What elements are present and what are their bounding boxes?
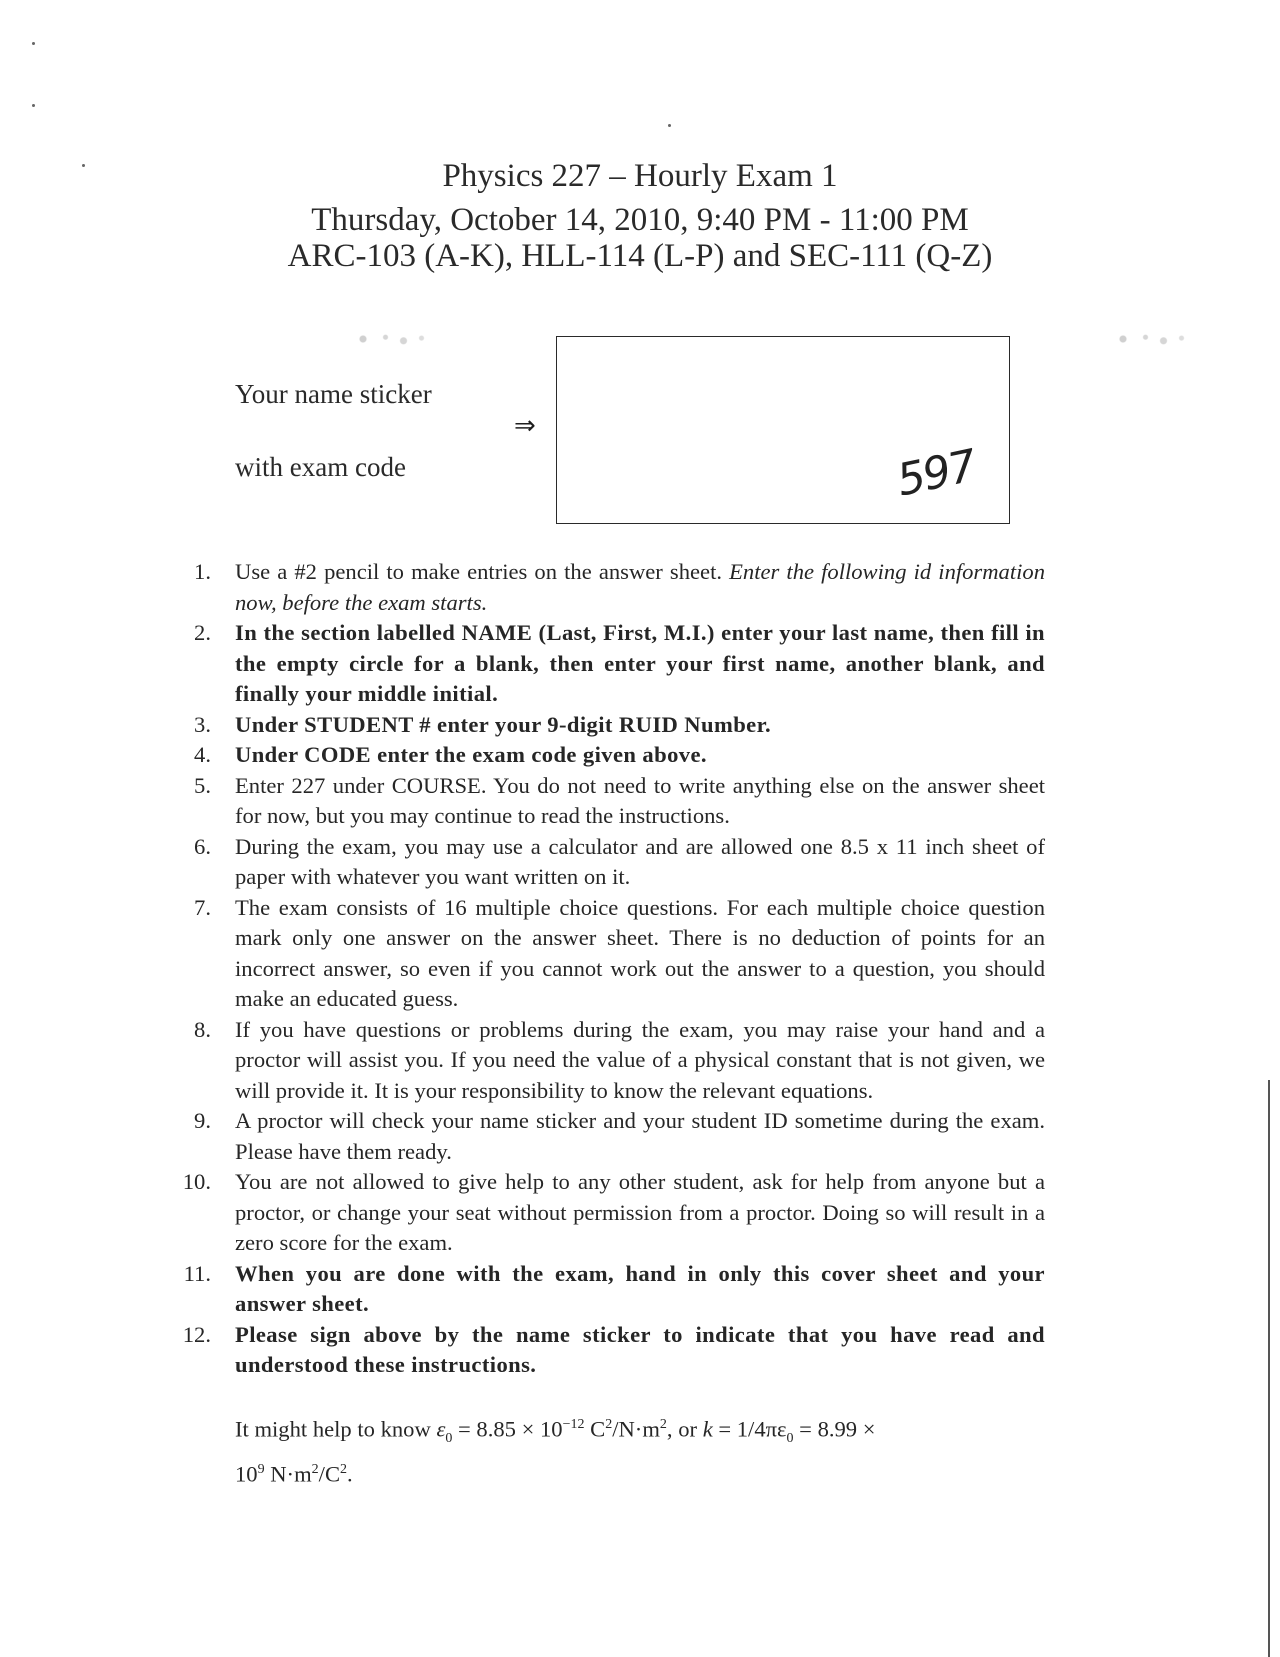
item-text: Under CODE enter the exam code given above. — [235, 742, 707, 767]
epsilon-unit-b: /N·m — [612, 1416, 660, 1442]
list-item — [175, 893, 1045, 1015]
item-number: 9. — [194, 1108, 211, 1133]
epsilon-exponent: −12 — [562, 1417, 585, 1432]
item-text: When you are done with the exam, hand in only this cover sheet and your answer sheet. — [235, 1260, 1045, 1316]
item-text: In the section labelled NAME (Last, First, M.I.) enter your last name, then fill in the empty circle for a blank, then enter your first name, another blank, and finally your middle initial. — [235, 620, 1045, 706]
epsilon-unit-b-exponent: 2 — [659, 1417, 667, 1432]
note-mid: , or — [666, 1416, 703, 1442]
scan-speck — [82, 164, 85, 167]
list-item — [175, 740, 1045, 771]
note-prefix: It might help to know — [235, 1416, 437, 1442]
item-text: Under STUDENT # enter your 9-digit RUID Number. — [235, 711, 771, 737]
item-number: 2. — [194, 620, 211, 645]
item-number: 5. — [194, 772, 211, 798]
instructions-list — [175, 557, 1045, 1381]
item-text: If you have questions or problems during the exam, you may raise your hand and a proctor will assist you. If you need the value of a physical constant that is not given, we will provide it. It is your responsibility to know the relevant equations. — [235, 1016, 1045, 1103]
right-arrow-icon: ⇒ — [514, 411, 536, 441]
item-number: 7. — [194, 894, 211, 920]
item-text-plain: Use a #2 pencil to make entries on the answer sheet. — [235, 559, 723, 584]
item-text — [235, 557, 1045, 618]
k-equation: = 1/4πε — [712, 1416, 787, 1442]
list-item — [175, 557, 1045, 618]
k-subscript: 0 — [786, 1431, 794, 1447]
list-item — [175, 1167, 1045, 1259]
scan-edge-line — [1268, 1080, 1270, 1657]
list-item — [175, 832, 1045, 893]
list-item — [175, 1320, 1045, 1381]
item-text: Please sign above by the name sticker to indicate that you have read and understood these instructions. — [235, 1321, 1045, 1377]
list-item — [175, 710, 1045, 741]
list-item — [175, 1106, 1045, 1167]
epsilon-unit-a-exponent: 2 — [605, 1417, 613, 1432]
item-number: 1. — [194, 559, 211, 584]
k-unit-b: /C — [318, 1461, 341, 1487]
k-mantissa: 10 — [235, 1461, 258, 1487]
epsilon-value: = 8.85 × 10 — [452, 1416, 563, 1442]
item-text: You are not allowed to give help to any other student, ask for help from anyone but a proctor, or change your seat without permission from a proctor. Doing so will result in a zero score for the exam. — [235, 1169, 1045, 1255]
item-number: 11. — [183, 1260, 211, 1286]
sticker-label-line2: with exam code — [235, 452, 406, 482]
k-unit-b-exponent: 2 — [340, 1461, 348, 1477]
item-number: 3. — [194, 711, 211, 737]
scan-speck — [668, 124, 671, 127]
k-unit-a-exponent: 2 — [311, 1461, 319, 1477]
item-number: 8. — [194, 1016, 211, 1042]
scan-smudge — [1105, 330, 1195, 348]
k-exponent: 9 — [257, 1461, 265, 1477]
item-text: A proctor will check your name sticker and your student ID sometime during the exam. Please have them ready. — [235, 1108, 1045, 1164]
item-number: 4. — [194, 742, 211, 767]
exam-title: Physics 227 – Hourly Exam 1 — [442, 158, 838, 194]
item-text: The exam consists of 16 multiple choice questions. For each multiple choice question mark only one answer on the answer sheet. There is no deduction of points for an incorrect answer, so even if you cannot work out the answer to a question, you should make an educated guess. — [235, 894, 1045, 1011]
k-value: = 8.99 × — [793, 1416, 876, 1442]
item-number: 10. — [182, 1169, 211, 1194]
scan-speck — [32, 42, 35, 45]
exam-date-time: Thursday, October 14, 2010, 9:40 PM - 11:00 PM — [311, 202, 969, 238]
note-end: . — [347, 1461, 353, 1487]
list-item — [175, 1259, 1045, 1320]
sticker-label-line1: Your name sticker — [235, 379, 432, 409]
item-number: 12. — [182, 1321, 211, 1347]
item-text: During the exam, you may use a calculator and are allowed one 8.5 x 11 inch sheet of paper with whatever you want written on it. — [235, 833, 1045, 889]
physical-constants-note — [235, 1410, 1043, 1490]
name-sticker-box — [556, 336, 1010, 524]
list-item — [175, 618, 1045, 710]
scan-speck — [32, 104, 35, 107]
handwritten-exam-code: 597 — [892, 440, 980, 507]
exam-rooms: ARC-103 (A-K), HLL-114 (L-P) and SEC-111 (Q-Z) — [287, 238, 993, 274]
epsilon-subscript: 0 — [445, 1431, 453, 1447]
k-symbol: k — [702, 1416, 713, 1442]
item-text: Enter 227 under COURSE. You do not need to write anything else on the answer sheet for now, but you may continue to read the instructions. — [235, 772, 1045, 828]
scan-smudge — [345, 330, 435, 348]
list-item — [175, 1015, 1045, 1107]
item-text-italic: Enter the following id information now, before the exam starts. — [235, 559, 1045, 615]
item-number: 6. — [194, 833, 211, 859]
k-unit-a: N·m — [264, 1461, 312, 1487]
list-item — [175, 771, 1045, 832]
epsilon-unit-a: C — [584, 1416, 606, 1442]
epsilon-symbol: ε — [436, 1416, 446, 1442]
